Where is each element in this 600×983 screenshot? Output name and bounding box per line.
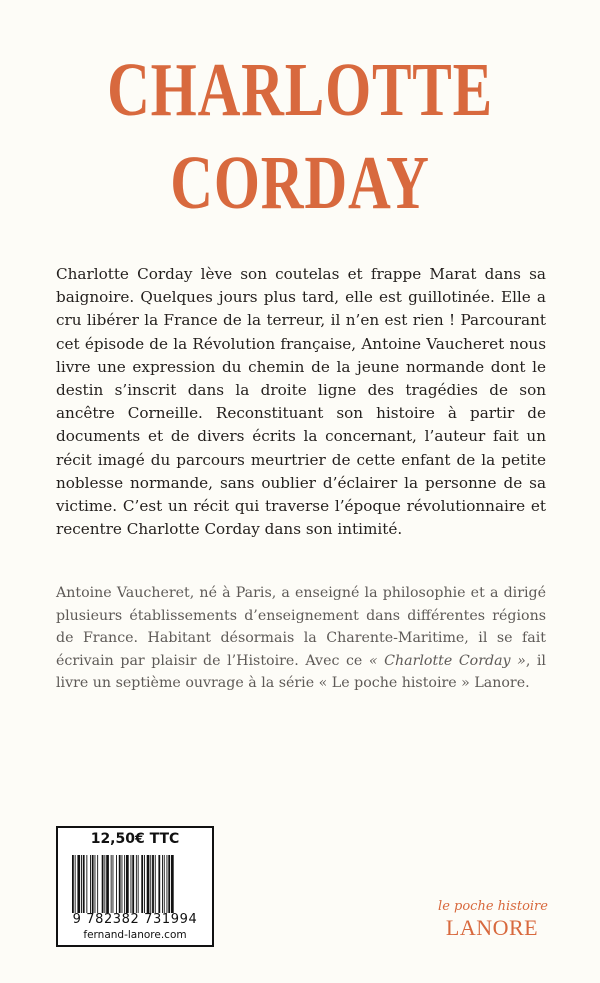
book-title-line-2: CORDAY [170,141,430,225]
isbn-number: 9 782382 731994 [72,912,198,927]
author-bio [56,582,546,695]
author-bio-text-2: , il livre un septième ouvrage à la série « Le poche histoire » Lanore. [56,652,546,692]
price-label: 12,50€ TTC [90,831,180,847]
publisher-logo: LANORE [445,915,539,940]
series-name: le poche histoire [438,899,548,914]
author-bio-book-title: « Charlotte Corday » [368,652,526,669]
book-title-line-1: CHARLOTTE [107,48,493,132]
publisher-website: fernand-lanore.com [83,929,187,941]
barcode-box [56,826,214,947]
author-bio-text-1: Antoine Vaucheret, né à Paris, a enseigné la philosophie et a dirigé plusieurs établissements d’enseignement dans différentes régions de France. Habitant désormais la Charente-Maritime, il se fait écrivain par plaisir de l’Histoire. Avec ce [56,585,546,669]
book-blurb: Charlotte Corday lève son coutelas et frappe Marat dans sa baignoire. Quelques jours plus tard, elle est guillotinée. Elle a cru libérer la France de la terreur, il n’en est rien ! Parcourant cet épisode de la Révolution française, Antoine Vaucheret nous livre une expression du chemin de la jeune normande dont le destin s’inscrit dans la droite ligne des tragédies de son ancêtre Corneille. Reconstituant son histoire à partir de documents et de divers écrits la concernant, l’auteur fait un récit imagé du parcours meurtrier de cette enfant de la petite noblesse normande, sans oublier d’éclairer la personne de sa victime. C’est un récit qui traverse l’époque révolutionnaire et recentre Charlotte Corday dans son intimité. [56,265,546,539]
barcode-icon [72,855,200,913]
